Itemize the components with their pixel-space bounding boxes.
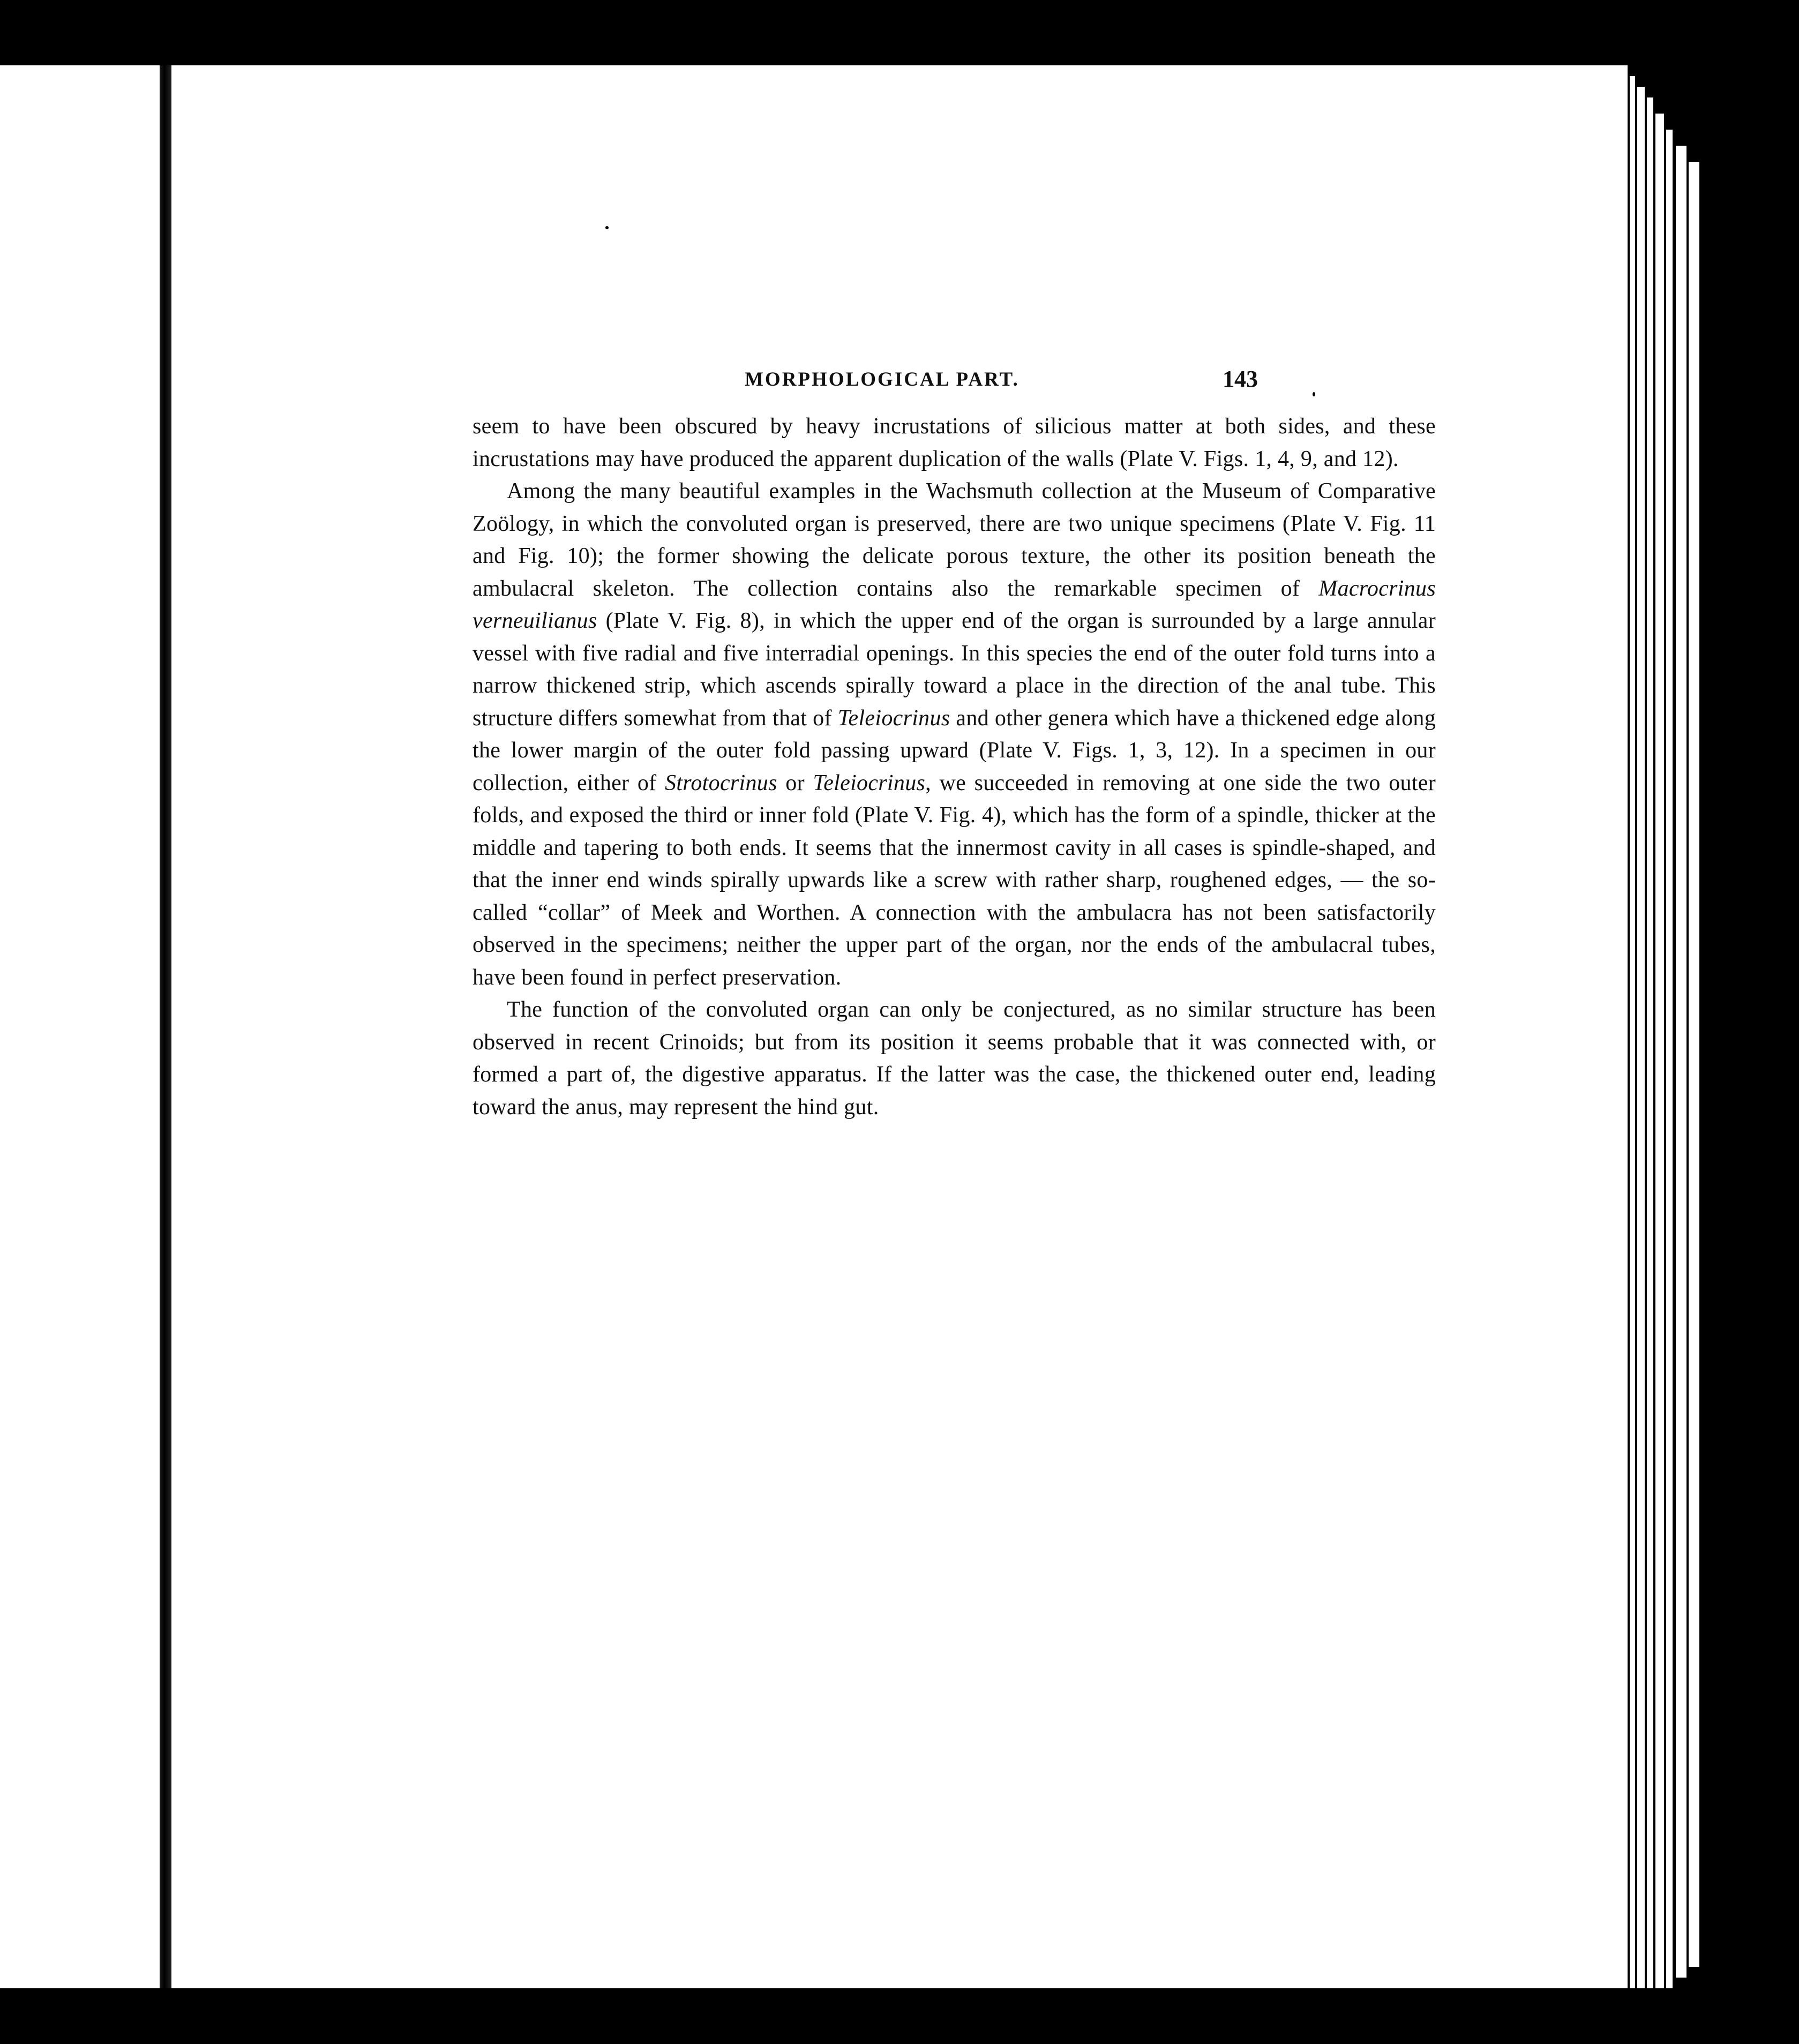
- paragraph: [473, 994, 1436, 1123]
- body-text: [473, 410, 1436, 1123]
- scan-speck: [1313, 392, 1315, 396]
- italic-taxon-name: Teleiocrinus: [837, 705, 950, 731]
- italic-taxon-name: Teleiocrinus: [813, 770, 926, 795]
- running-head: [171, 304, 1618, 392]
- page-edge: [1655, 114, 1664, 1988]
- paragraph: [473, 410, 1436, 475]
- page-edge: [1618, 65, 1628, 1988]
- page-edge: [1676, 146, 1686, 1978]
- page-number: 143: [1223, 366, 1258, 392]
- paragraph-text: or: [777, 770, 813, 795]
- book-gutter: [160, 65, 171, 1988]
- paragraph-text: The function of the convoluted organ can only be conjectured, as no similar structure has been observed in recent Crinoids; but from its position it seems probable that it was connected with, or formed a part of, the digestive apparatus. If the latter was the case, the thickened outer end, leading toward the anus, may represent the hind gut.: [473, 997, 1436, 1119]
- page-edge: [1647, 97, 1653, 1988]
- scan-speck: [605, 226, 609, 229]
- page-edge: [1666, 130, 1673, 1988]
- paragraph-text: , we succeeded in removing at one side the two outer folds, and exposed the third or inner fold (Plate V. Fig. 4), which has the form of a spindle, thicker at the middle and tapering to both ends. It seems that the innermost cavity in all cases is spindle-shaped, and that the inner end winds spirally upwards like a screw with rather sharp, roughened edges, — the so-called “collar” of Meek and Worthen. A connection with the ambulacra has not been satisfactorily observed in the specimens; neither the upper part of the organ, nor the ends of the ambulacral tubes, have been found in perfect preservation.: [473, 770, 1436, 990]
- running-title: MORPHOLOGICAL PART.: [745, 369, 1020, 390]
- paragraph-text: seem to have been obscured by heavy incrustations of silicious matter at both sides, and these incrustations may have produced the apparent duplication of the walls (Plate V. Figs. 1, 4, 9, and 12).: [473, 414, 1436, 471]
- italic-taxon-name: Macrocrinus verneuilianus: [473, 576, 1436, 633]
- book-page: [171, 65, 1618, 1988]
- facing-page-edge: [0, 65, 160, 1988]
- paragraph-text: Among the many beautiful examples in the Wachsmuth collection at the Museum of Comparative Zoölogy, in which the convoluted organ is preserved, there are two unique specimens (Plate V. Fig. 11 and Fig. 10); the former showing the delicate porous texture, the other its position beneath the ambulacral skeleton. The collection contains also the remarkable specimen of: [473, 479, 1436, 601]
- page-edge: [1637, 87, 1645, 1988]
- paragraph: [473, 475, 1436, 994]
- paragraph-text: (Plate V. Fig. 8), in which the upper end of the organ is surrounded by a large annular vessel with five radial and five interradial openings. In this species the end of the outer fold turns into a narrow thickened strip, which ascends spirally toward a place in the direction of the anal tube. This structure differs somewhat from that of: [473, 608, 1436, 731]
- page-edges: [1618, 65, 1799, 1988]
- paragraph-text: and other genera which have a thickened edge along the lower margin of the outer fold passing upward (Plate V. Figs. 1, 3, 12). In a specimen in our collection, either of: [473, 705, 1436, 795]
- page-edge: [1630, 76, 1635, 1988]
- italic-taxon-name: Strotocrinus: [665, 770, 777, 795]
- page-edge: [1689, 162, 1699, 1967]
